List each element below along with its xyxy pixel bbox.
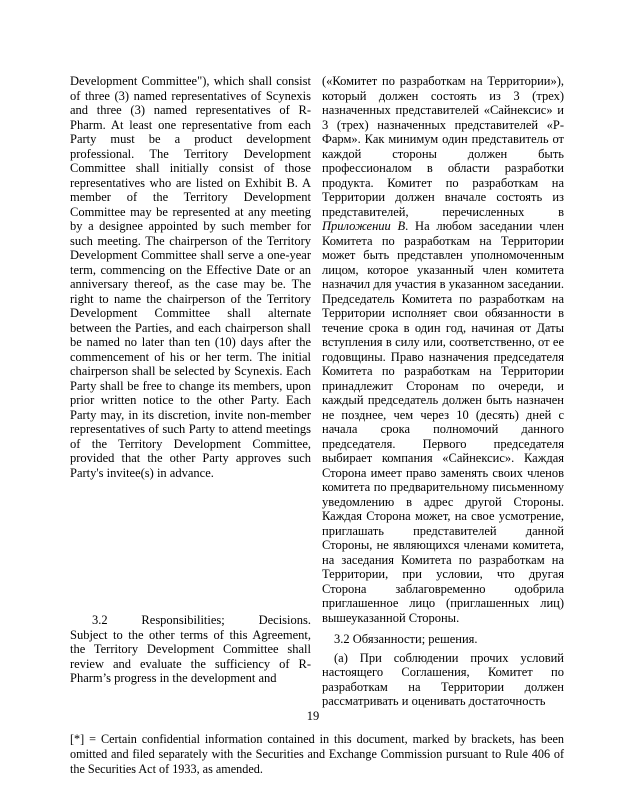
russian-section-3-2-para-a: (а) При соблюдении прочих условий настоящего Соглашения, Комитет по разработкам на Территории должен рассматривать и оценивать достаточность: [322, 650, 564, 708]
confidentiality-footnote: [*] = Certain confidential information contained in this document, marked by brackets, has been omitted and filed separately with the Securities and Exchange Commission pursuant to Rule 406 of the Securities Act of 1933, as amended.: [70, 732, 564, 776]
russian-paragraph-text: . На любом заседании член Комитета по разработкам на Территории может быть представлен уполномоченным лицом, которое указанный член комитета назначил для участия в указанном заседании. Председатель Комитета по разработкам на Территории исполняет свои обязанности в течение срока в один год, начиная от Даты вступления в силу или, соответственно, от ее годовщины. Право назначения председателя Комитета по разработкам на Территории принадлежит Сторонам по очереди, и каждый председатель должен быть назначен не позднее, чем через 10 (десять) дней с начала срока полномочий данного председателя. Первого председателя выбирает компания «Сайнексис». Каждая Сторона имеет право заменять своих членов комитета по предварительному письменному уведомлению в адрес другой Стороны. Каждая Сторона может, на свое усмотрение, приглашать представителей данной Стороны, не являющихся членами комитета, на заседания Комитета по разработкам на Территории, при условии, что другая Сторона заблаговременно одобрила приглашенное лицо (приглашенных лиц) вышеуказанной Стороны.: [322, 219, 565, 625]
russian-paragraph-text: («Комитет по разработкам на Территории»), который должен состоять из 3 (трех) назначенных представителей «Сайнексис» и 3 (трех) назначенных представителей «Р-Фарм». Как минимум один представитель от каждой стороны должен быть профессионалом в области разработки продукта. Комитет по разработкам на Территории должен вначале состоять из представителей, перечисленных в: [322, 74, 564, 219]
english-section-3-2: [70, 613, 311, 686]
page-number: 19: [306, 709, 320, 723]
exhibit-b-reference-italic: Приложении В: [322, 219, 406, 233]
english-section-3-2-heading: 3.2 Responsibilities; Decisions.: [92, 613, 311, 627]
russian-column: [322, 74, 564, 709]
english-section-3-2-body: Subject to the other terms of this Agreement, the Territory Development Committee shall review and evaluate the sufficiency of R-Pharm’s progress in the development and: [70, 627, 311, 685]
english-column: [70, 74, 311, 709]
russian-continuation-paragraph: [322, 74, 564, 625]
two-column-body: [70, 74, 564, 709]
english-continuation-paragraph: Development Committee"), which shall consist of three (3) named representatives of Scynexis and three (3) named representatives of R-Pharm. At least one representative from each Party must be a product development professional. The Territory Development Committee shall initially consist of those representatives who are listed on Exhibit B. A member of the Territory Development Committee may be represented at any meeting by a designee appointed by such member for such meeting. The chairperson of the Territory Development Committee shall serve a one-year term, commencing on the Effective Date or an anniversary thereof, as the case may be. The right to name the chairperson of the Territory Development Committee shall alternate between the Parties, and each chairperson shall be named no later than ten (10) days after the commencement of his or her term. The initial chairperson shall be selected by Scynexis. Each Party shall be free to change its members, upon prior written notice to the other Party. Each Party may, in its discretion, invite non-member representatives of such Party to attend meetings of the Territory Development Committee, provided that the other Party approves such Party's invitee(s) in advance.: [70, 74, 311, 480]
russian-section-3-2-heading: 3.2 Обязанности; решения.: [334, 632, 478, 646]
